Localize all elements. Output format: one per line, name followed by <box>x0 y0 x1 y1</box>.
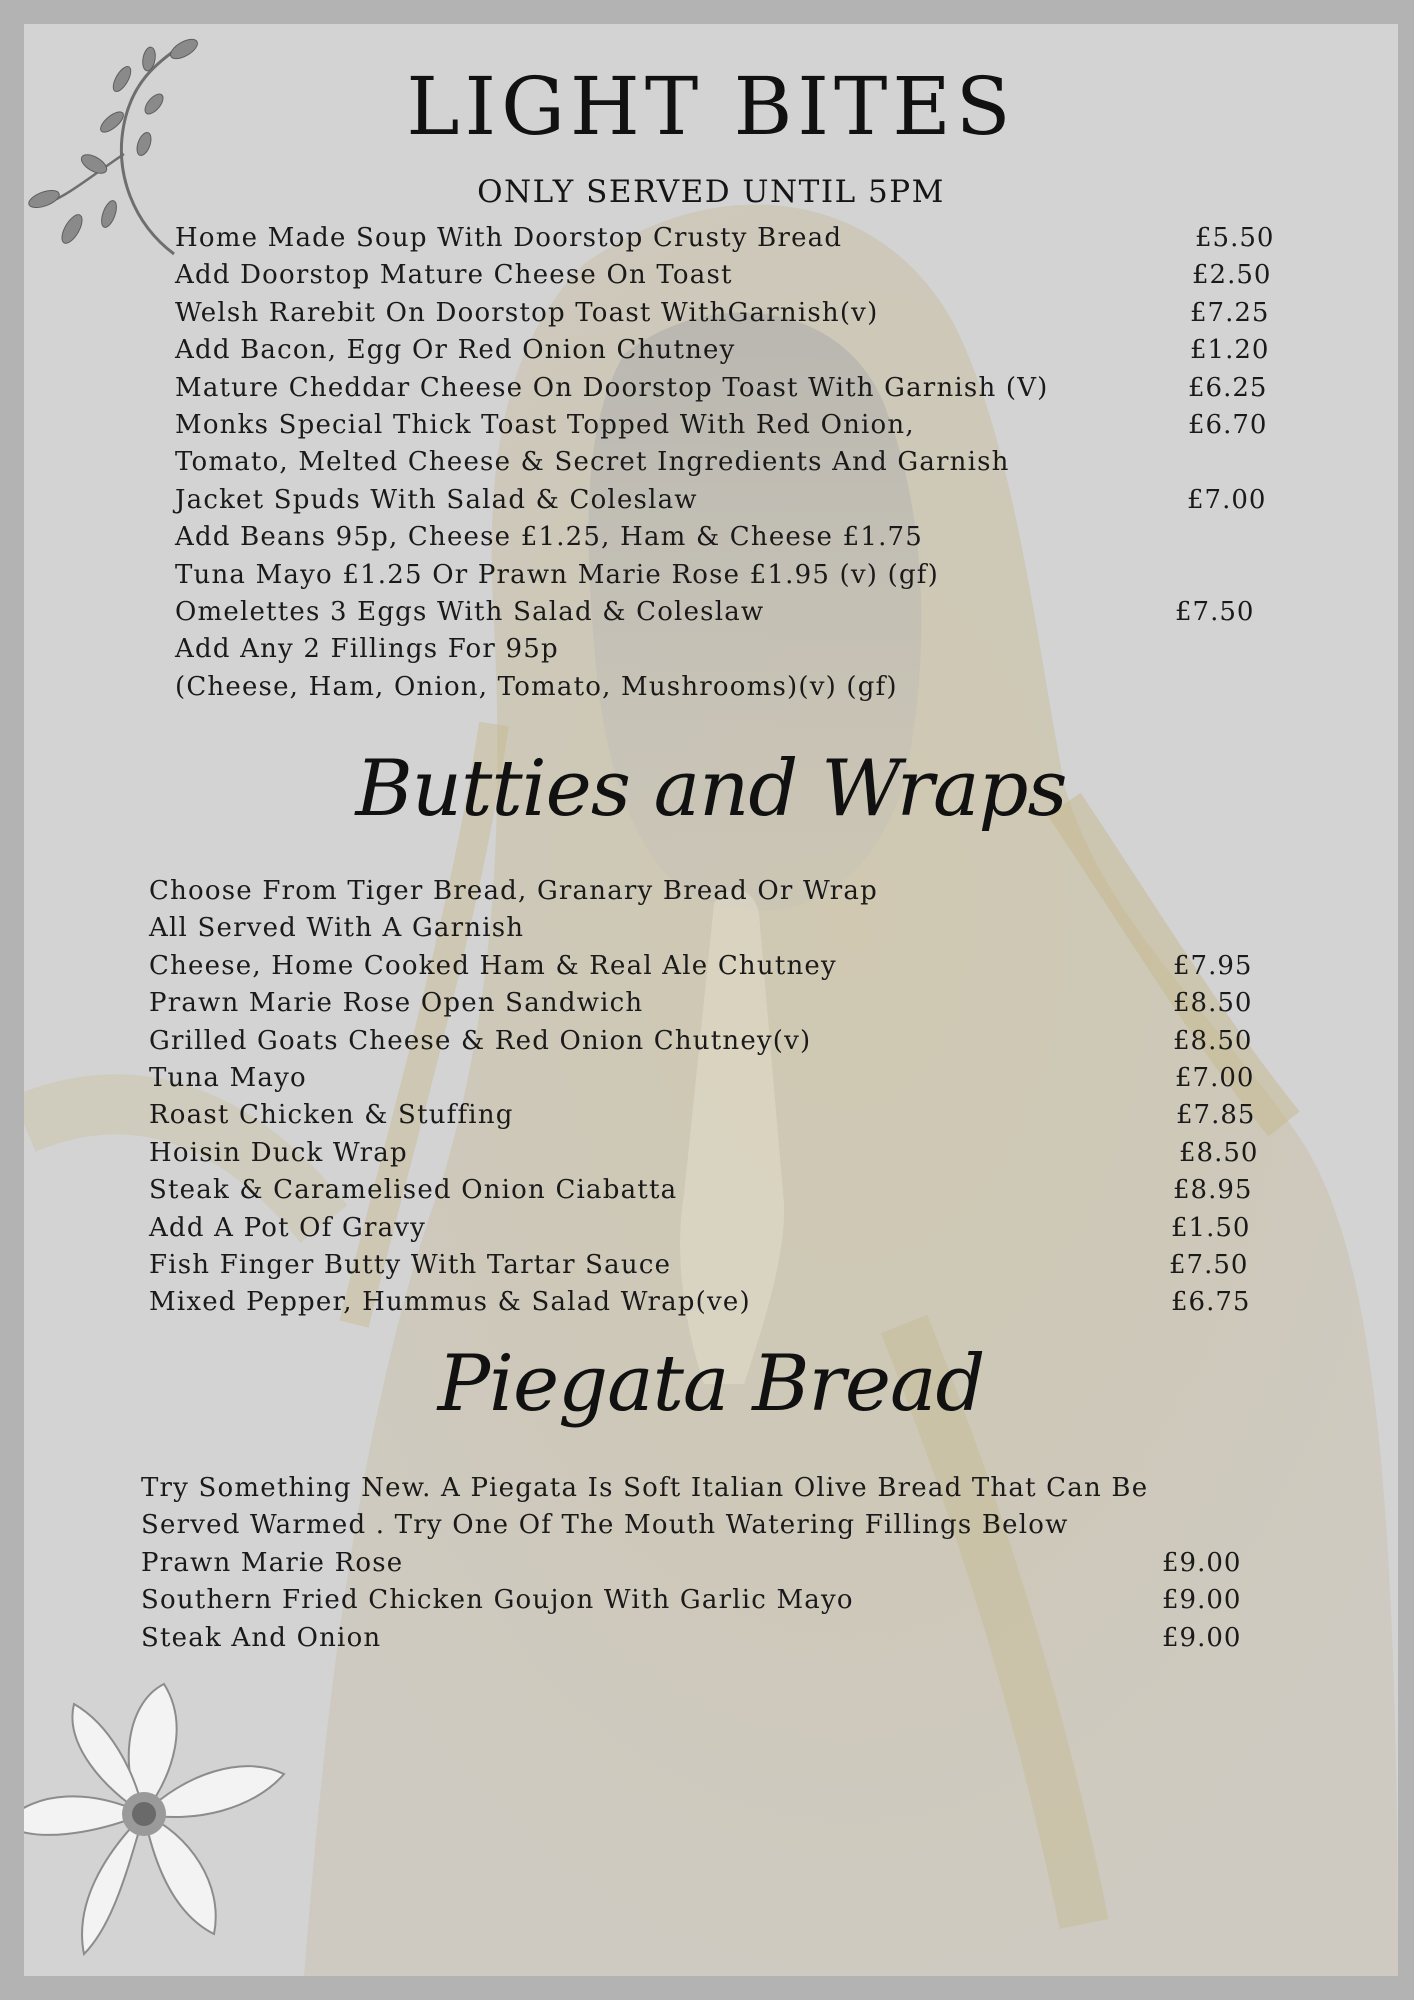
menu-item <box>175 370 1275 407</box>
serving-time-notice: ONLY SERVED UNTIL 5PM <box>477 174 945 210</box>
menu-item <box>175 220 1275 257</box>
menu-item <box>149 1097 1256 1134</box>
menu-item-name: Fish Finger Butty With Tartar Sauce <box>149 1249 672 1280</box>
menu-item <box>149 1172 1253 1209</box>
piegata-list <box>141 1470 1241 1657</box>
menu-item-name: All Served With A Garnish <box>149 913 525 944</box>
menu-item-name: Add A Pot Of Gravy <box>149 1212 427 1243</box>
menu-item <box>149 910 1249 947</box>
menu-item-price: £7.85 <box>1176 1100 1256 1131</box>
menu-item-name: Prawn Marie Rose <box>141 1547 404 1578</box>
menu-item-name: Steak And Onion <box>141 1622 382 1653</box>
menu-item-price: £8.95 <box>1173 1175 1253 1206</box>
menu-item <box>141 1582 1241 1619</box>
menu-item-price: £7.50 <box>1169 1249 1249 1280</box>
menu-item-name: Tuna Mayo <box>149 1062 307 1093</box>
menu-item <box>175 594 1275 631</box>
menu-item <box>149 948 1253 985</box>
menu-item-name: Mixed Pepper, Hummus & Salad Wrap(ve) <box>149 1287 751 1318</box>
piegata-heading: Piegata Bread <box>437 1339 985 1429</box>
menu-item-price: £7.25 <box>1190 297 1270 328</box>
menu-item-price: £6.70 <box>1188 409 1268 440</box>
menu-item-price: £6.25 <box>1188 372 1268 403</box>
menu-item-name: Tomato, Melted Cheese & Secret Ingredients And Garnish <box>175 447 1010 478</box>
menu-item-price: £8.50 <box>1173 988 1253 1019</box>
menu-item-name: Tuna Mayo £1.25 Or Prawn Marie Rose £1.95 (v) (gf) <box>175 559 939 590</box>
menu-item-name: Jacket Spuds With Salad & Coleslaw <box>175 484 698 515</box>
menu-item <box>149 985 1253 1022</box>
menu-item <box>149 1284 1249 1321</box>
menu-item-name: Steak & Caramelised Onion Ciabatta <box>149 1175 678 1206</box>
menu-item <box>141 1507 1241 1544</box>
menu-item-name: Grilled Goats Cheese & Red Onion Chutney(v) <box>149 1025 812 1056</box>
menu-item <box>175 295 1275 332</box>
menu-item <box>141 1620 1241 1657</box>
butties-list <box>149 873 1259 1322</box>
menu-item-price: £9.00 <box>1162 1622 1242 1653</box>
menu-item-price: £1.20 <box>1190 335 1270 366</box>
menu-item-price: £7.95 <box>1173 950 1253 981</box>
menu-item <box>175 407 1275 444</box>
menu-item-name: Mature Cheddar Cheese On Doorstop Toast With Garnish (V) <box>175 372 1049 403</box>
menu-item-price: £8.50 <box>1173 1025 1253 1056</box>
menu-item <box>149 1247 1249 1284</box>
menu-item-name: (Cheese, Ham, Onion, Tomato, Mushrooms)(v) (gf) <box>175 671 898 702</box>
menu-item <box>149 873 1249 910</box>
menu-item-name: Served Warmed . Try One Of The Mouth Watering Fillings Below <box>141 1510 1069 1541</box>
light-bites-list <box>175 220 1275 706</box>
menu-item <box>175 482 1275 519</box>
menu-item-name: Cheese, Home Cooked Ham & Real Ale Chutney <box>149 950 837 981</box>
menu-item <box>175 519 1275 556</box>
menu-item <box>149 1060 1255 1097</box>
menu-item-price: £7.50 <box>1175 596 1255 627</box>
menu-item-name: Monks Special Thick Toast Topped With Red Onion, <box>175 409 915 440</box>
menu-item <box>175 444 1275 481</box>
menu-item-price: £7.00 <box>1175 1062 1255 1093</box>
menu-item-name: Southern Fried Chicken Goujon With Garlic Mayo <box>141 1585 854 1616</box>
menu-item-name: Welsh Rarebit On Doorstop Toast WithGarnish(v) <box>175 297 879 328</box>
menu-item <box>149 1210 1249 1247</box>
menu-item-name: Prawn Marie Rose Open Sandwich <box>149 988 644 1019</box>
butties-heading: Butties and Wraps <box>355 744 1067 834</box>
menu-item <box>149 1135 1259 1172</box>
menu-item-name: Hoisin Duck Wrap <box>149 1137 408 1168</box>
flower-icon <box>24 1664 304 1964</box>
menu-item-name: Add Beans 95p, Cheese £1.25, Ham & Cheese £1.75 <box>175 522 924 553</box>
menu-item-name: Omelettes 3 Eggs With Salad & Coleslaw <box>175 596 765 627</box>
menu-item-price: £1.50 <box>1171 1212 1251 1243</box>
menu-item <box>149 1023 1253 1060</box>
menu-item-price: £2.50 <box>1192 260 1272 291</box>
menu-item <box>141 1470 1241 1507</box>
menu-item-price: £9.00 <box>1162 1585 1242 1616</box>
menu-item-name: Try Something New. A Piegata Is Soft Italian Olive Bread That Can Be <box>141 1473 1149 1503</box>
menu-item <box>175 669 1275 706</box>
menu-item-name: Roast Chicken & Stuffing <box>149 1100 514 1131</box>
menu-item-price: £6.75 <box>1171 1287 1251 1318</box>
menu-item-name: Add Any 2 Fillings For 95p <box>175 634 559 665</box>
menu-page <box>24 24 1398 1976</box>
menu-item <box>175 631 1275 668</box>
menu-item-price: £5.50 <box>1195 223 1275 253</box>
menu-item-name: Choose From Tiger Bread, Granary Bread Or Wrap <box>149 876 878 906</box>
menu-item-price: £9.00 <box>1162 1547 1242 1578</box>
menu-item-name: Home Made Soup With Doorstop Crusty Bread <box>175 223 843 253</box>
menu-item-price: £7.00 <box>1187 484 1267 515</box>
menu-item <box>141 1545 1241 1582</box>
page-title: LIGHT BITES <box>406 60 1016 153</box>
menu-item <box>175 257 1275 294</box>
menu-item <box>175 332 1275 369</box>
menu-item-name: Add Bacon, Egg Or Red Onion Chutney <box>175 335 736 366</box>
menu-item <box>175 557 1275 594</box>
menu-item-price: £8.50 <box>1179 1137 1259 1168</box>
menu-item-name: Add Doorstop Mature Cheese On Toast <box>175 260 733 291</box>
